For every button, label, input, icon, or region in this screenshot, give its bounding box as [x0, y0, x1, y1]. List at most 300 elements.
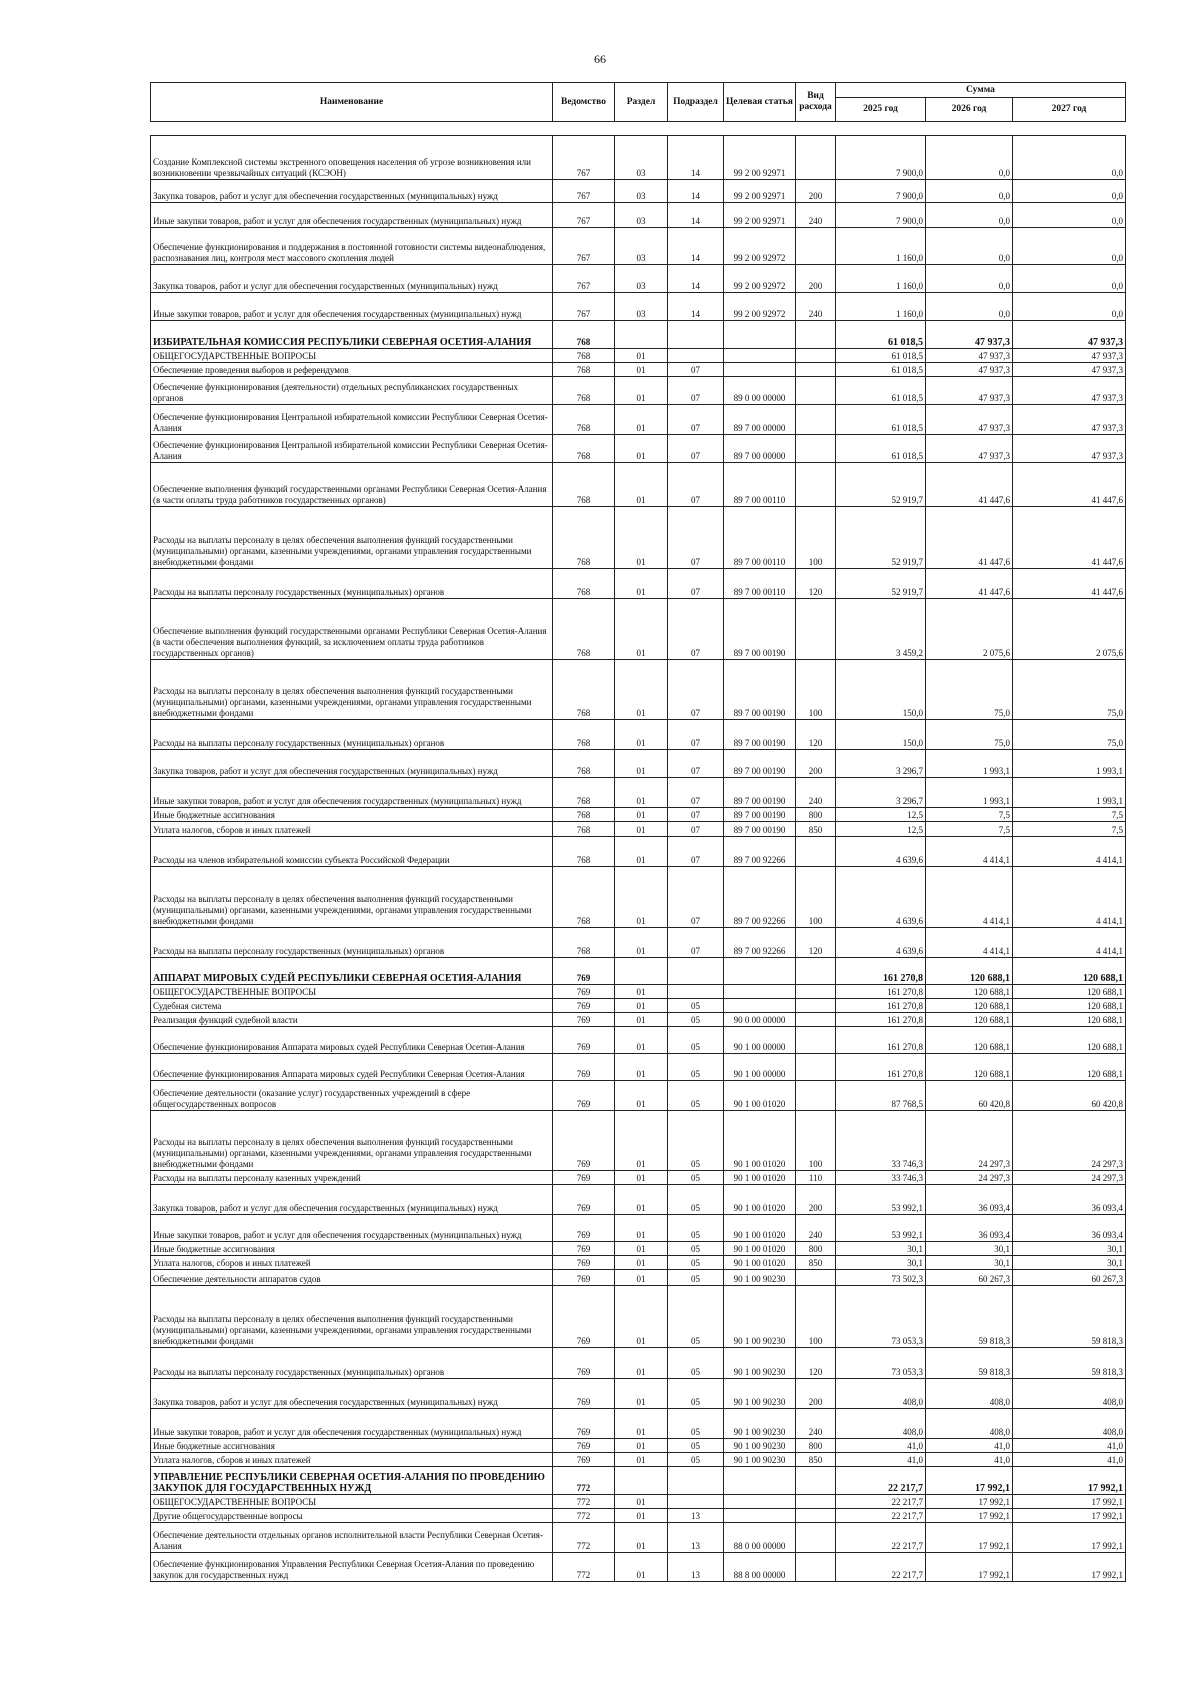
cell-vedomstvo: 772 [553, 1467, 615, 1495]
cell-vedomstvo: 769 [553, 1111, 615, 1171]
cell-vedomstvo: 772 [553, 1523, 615, 1553]
cell-target: 90 1 00 01020 [724, 1242, 796, 1256]
table-row [151, 822, 1126, 837]
cell-target: 90 1 00 00000 [724, 1027, 796, 1054]
cell-target: 99 2 00 92971 [724, 136, 796, 180]
cell-target: 90 1 00 01020 [724, 1215, 796, 1242]
cell-target: 88 8 00 00000 [724, 1553, 796, 1582]
cell-target: 89 7 00 92266 [724, 837, 796, 867]
cell-2026: 41 447,6 [926, 569, 1013, 599]
cell-razdel: 01 [615, 928, 668, 958]
cell-2025: 1 160,0 [836, 228, 926, 265]
cell-podrazdel: 05 [668, 1453, 724, 1467]
cell-vedomstvo: 772 [553, 1495, 615, 1509]
col-header-target: Целевая статья [724, 83, 796, 122]
cell-podrazdel: 14 [668, 136, 724, 180]
cell-2026: 17 992,1 [926, 1509, 1013, 1523]
cell-2025: 41,0 [836, 1439, 926, 1453]
cell-target: 99 2 00 92972 [724, 293, 796, 321]
cell-2026: 41 447,6 [926, 463, 1013, 507]
cell-2025: 161 270,8 [836, 1013, 926, 1027]
cell-target: 89 7 00 00000 [724, 435, 796, 463]
cell-2025: 61 018,5 [836, 321, 926, 349]
table-row [151, 463, 1126, 507]
cell-vedomstvo: 768 [553, 321, 615, 349]
cell-vid [796, 228, 836, 265]
cell-vedomstvo: 768 [553, 599, 615, 660]
cell-razdel: 01 [615, 1439, 668, 1453]
cell-podrazdel: 13 [668, 1523, 724, 1553]
cell-vid: 800 [796, 1242, 836, 1256]
col-header-podrazdel: Подраздел [668, 83, 724, 122]
cell-vid: 120 [796, 569, 836, 599]
cell-target [724, 1509, 796, 1523]
cell-podrazdel: 05 [668, 1348, 724, 1379]
cell-razdel: 01 [615, 363, 668, 377]
table-row [151, 180, 1126, 203]
cell-2027: 41,0 [1013, 1439, 1126, 1453]
cell-2027: 47 937,3 [1013, 377, 1126, 405]
cell-target [724, 1495, 796, 1509]
cell-vid: 200 [796, 1379, 836, 1409]
table-row [151, 1379, 1126, 1409]
cell-target: 90 1 00 90230 [724, 1270, 796, 1286]
cell-target: 89 7 00 00190 [724, 808, 796, 822]
cell-razdel: 01 [615, 837, 668, 867]
table-row [151, 778, 1126, 808]
cell-name: Обеспечение функционирования Управления Республики Северная Осетия-Алания по проведению закупок для государственных нужд [151, 1553, 553, 1582]
cell-vedomstvo: 768 [553, 928, 615, 958]
table-row [151, 1081, 1126, 1111]
cell-vedomstvo: 769 [553, 1185, 615, 1215]
cell-2025: 161 270,8 [836, 1054, 926, 1081]
cell-2027: 0,0 [1013, 136, 1126, 180]
table-row [151, 985, 1126, 999]
table-row [151, 377, 1126, 405]
cell-vid: 850 [796, 1453, 836, 1467]
cell-name: Расходы на выплаты персоналу в целях обеспечения выполнения функций государственными (муниципальными) органами, казенными учреждениями, органами управления государственными внебюджетными фондами [151, 660, 553, 720]
cell-name: ИЗБИРАТЕЛЬНАЯ КОМИССИЯ РЕСПУБЛИКИ СЕВЕРНАЯ ОСЕТИЯ-АЛАНИЯ [151, 321, 553, 349]
table-row [151, 1453, 1126, 1467]
cell-podrazdel: 05 [668, 1185, 724, 1215]
table-row [151, 660, 1126, 720]
cell-target: 90 1 00 00000 [724, 1054, 796, 1081]
cell-target: 89 7 00 00190 [724, 599, 796, 660]
cell-target [724, 321, 796, 349]
cell-vedomstvo: 767 [553, 203, 615, 228]
cell-2025: 7 900,0 [836, 136, 926, 180]
cell-target [724, 363, 796, 377]
cell-2025: 12,5 [836, 822, 926, 837]
col-header-2027: 2027 год [1013, 98, 1126, 122]
cell-2026: 24 297,3 [926, 1111, 1013, 1171]
cell-target [724, 999, 796, 1013]
cell-podrazdel: 07 [668, 778, 724, 808]
table-row [151, 1270, 1126, 1286]
cell-name: Расходы на выплаты персоналу в целях обеспечения выполнения функций государственными (муниципальными) органами, казенными учреждениями, органами управления государственными внебюджетными фондами [151, 867, 553, 928]
cell-vid [796, 1054, 836, 1081]
cell-target: 90 1 00 01020 [724, 1111, 796, 1171]
table-row [151, 1509, 1126, 1523]
cell-vedomstvo: 767 [553, 136, 615, 180]
cell-2026: 120 688,1 [926, 1054, 1013, 1081]
cell-2027: 4 414,1 [1013, 837, 1126, 867]
cell-target: 89 7 00 00000 [724, 405, 796, 435]
table-row [151, 928, 1126, 958]
cell-2026: 17 992,1 [926, 1523, 1013, 1553]
cell-vedomstvo: 769 [553, 1215, 615, 1242]
table-row [151, 720, 1126, 750]
cell-2026: 0,0 [926, 203, 1013, 228]
cell-2027: 36 093,4 [1013, 1185, 1126, 1215]
cell-razdel: 01 [615, 349, 668, 363]
cell-2027: 0,0 [1013, 293, 1126, 321]
table-row [151, 1242, 1126, 1256]
cell-2025: 22 217,7 [836, 1523, 926, 1553]
cell-2027: 4 414,1 [1013, 867, 1126, 928]
cell-vedomstvo: 769 [553, 1054, 615, 1081]
cell-vedomstvo: 769 [553, 985, 615, 999]
cell-vedomstvo: 767 [553, 180, 615, 203]
cell-vedomstvo: 767 [553, 228, 615, 265]
cell-vedomstvo: 768 [553, 750, 615, 778]
cell-2025: 33 746,3 [836, 1111, 926, 1171]
cell-target: 99 2 00 92971 [724, 203, 796, 228]
cell-2025: 52 919,7 [836, 507, 926, 569]
cell-2025: 408,0 [836, 1409, 926, 1439]
cell-name: Обеспечение функционирования Аппарата мировых судей Республики Северная Осетия-Алания [151, 1027, 553, 1054]
table-row [151, 265, 1126, 293]
cell-vedomstvo: 769 [553, 1171, 615, 1185]
cell-2026: 7,5 [926, 808, 1013, 822]
cell-2025: 73 053,3 [836, 1286, 926, 1348]
cell-2027: 120 688,1 [1013, 958, 1126, 985]
cell-2025: 3 459,2 [836, 599, 926, 660]
cell-2026: 17 992,1 [926, 1467, 1013, 1495]
cell-vid: 200 [796, 265, 836, 293]
cell-name: Создание Комплексной системы экстренного оповещения населения об угрозе возникновения или возникновении чрезвычайных ситуаций (КСЭОН) [151, 136, 553, 180]
cell-2027: 47 937,3 [1013, 321, 1126, 349]
cell-target: 90 1 00 01020 [724, 1256, 796, 1270]
cell-vedomstvo: 769 [553, 1453, 615, 1467]
cell-podrazdel: 07 [668, 867, 724, 928]
cell-2026: 4 414,1 [926, 867, 1013, 928]
cell-2025: 87 768,5 [836, 1081, 926, 1111]
cell-name: Иные закупки товаров, работ и услуг для обеспечения государственных (муниципальных) нужд [151, 293, 553, 321]
cell-2027: 4 414,1 [1013, 928, 1126, 958]
cell-podrazdel: 07 [668, 660, 724, 720]
cell-target: 90 1 00 01020 [724, 1185, 796, 1215]
cell-target: 89 7 00 00190 [724, 822, 796, 837]
cell-2026: 2 075,6 [926, 599, 1013, 660]
cell-2025: 161 270,8 [836, 985, 926, 999]
cell-vid [796, 1081, 836, 1111]
cell-name: Иные бюджетные ассигнования [151, 808, 553, 822]
cell-name: Иные закупки товаров, работ и услуг для обеспечения государственных (муниципальных) нужд [151, 1409, 553, 1439]
cell-razdel: 03 [615, 293, 668, 321]
table-row [151, 999, 1126, 1013]
cell-name: ОБЩЕГОСУДАРСТВЕННЫЕ ВОПРОСЫ [151, 1495, 553, 1509]
cell-2027: 30,1 [1013, 1242, 1126, 1256]
table-row [151, 808, 1126, 822]
col-header-vedomstvo: Ведомство [553, 83, 615, 122]
cell-2026: 1 993,1 [926, 750, 1013, 778]
cell-name: Обеспечение функционирования Аппарата мировых судей Республики Северная Осетия-Алания [151, 1054, 553, 1081]
cell-2026: 60 267,3 [926, 1270, 1013, 1286]
cell-2027: 47 937,3 [1013, 363, 1126, 377]
cell-2027: 75,0 [1013, 660, 1126, 720]
table-row [151, 1495, 1126, 1509]
table-row [151, 349, 1126, 363]
cell-2027: 17 992,1 [1013, 1467, 1126, 1495]
section-row [151, 321, 1126, 349]
cell-podrazdel: 05 [668, 1111, 724, 1171]
cell-2025: 161 270,8 [836, 1027, 926, 1054]
cell-razdel: 01 [615, 435, 668, 463]
cell-2026: 120 688,1 [926, 985, 1013, 999]
cell-vid: 100 [796, 867, 836, 928]
cell-2026: 47 937,3 [926, 363, 1013, 377]
cell-podrazdel: 14 [668, 293, 724, 321]
cell-2026: 4 414,1 [926, 837, 1013, 867]
table-row [151, 1348, 1126, 1379]
cell-vid [796, 463, 836, 507]
cell-vid [796, 349, 836, 363]
cell-name: Расходы на выплаты персоналу государственных (муниципальных) органов [151, 928, 553, 958]
cell-target: 99 2 00 92972 [724, 228, 796, 265]
cell-vedomstvo: 768 [553, 363, 615, 377]
cell-2025: 4 639,6 [836, 837, 926, 867]
cell-vedomstvo: 772 [553, 1553, 615, 1582]
cell-vid [796, 377, 836, 405]
cell-razdel: 01 [615, 1523, 668, 1553]
cell-razdel: 01 [615, 405, 668, 435]
cell-vid: 850 [796, 1256, 836, 1270]
cell-vedomstvo: 768 [553, 405, 615, 435]
cell-podrazdel: 05 [668, 1270, 724, 1286]
cell-2026: 47 937,3 [926, 321, 1013, 349]
cell-target [724, 1467, 796, 1495]
cell-2025: 22 217,7 [836, 1509, 926, 1523]
cell-vid [796, 321, 836, 349]
cell-name: Расходы на выплаты персоналу государственных (муниципальных) органов [151, 569, 553, 599]
cell-2027: 75,0 [1013, 720, 1126, 750]
cell-name: ОБЩЕГОСУДАРСТВЕННЫЕ ВОПРОСЫ [151, 349, 553, 363]
cell-2027: 17 992,1 [1013, 1509, 1126, 1523]
cell-2027: 41 447,6 [1013, 569, 1126, 599]
cell-vid [796, 1509, 836, 1523]
cell-vid [796, 405, 836, 435]
cell-2027: 17 992,1 [1013, 1495, 1126, 1509]
cell-podrazdel [668, 349, 724, 363]
cell-razdel: 03 [615, 265, 668, 293]
cell-2026: 0,0 [926, 180, 1013, 203]
cell-vid: 240 [796, 778, 836, 808]
cell-razdel: 01 [615, 867, 668, 928]
cell-razdel [615, 321, 668, 349]
cell-2027: 41 447,6 [1013, 507, 1126, 569]
cell-name: Реализация функций судебной власти [151, 1013, 553, 1027]
cell-name: Уплата налогов, сборов и иных платежей [151, 1256, 553, 1270]
section-row [151, 958, 1126, 985]
cell-2027: 41 447,6 [1013, 463, 1126, 507]
cell-name: Иные бюджетные ассигнования [151, 1439, 553, 1453]
cell-2027: 47 937,3 [1013, 405, 1126, 435]
cell-vedomstvo: 768 [553, 822, 615, 837]
col-header-2025: 2025 год [836, 98, 926, 122]
cell-razdel: 01 [615, 1553, 668, 1582]
cell-2027: 41,0 [1013, 1453, 1126, 1467]
cell-podrazdel: 05 [668, 1286, 724, 1348]
cell-2027: 30,1 [1013, 1256, 1126, 1270]
cell-target: 89 7 00 00110 [724, 569, 796, 599]
cell-razdel: 01 [615, 1495, 668, 1509]
cell-podrazdel: 07 [668, 405, 724, 435]
cell-vid [796, 1553, 836, 1582]
cell-vedomstvo: 769 [553, 1242, 615, 1256]
cell-2026: 120 688,1 [926, 958, 1013, 985]
cell-target: 90 1 00 01020 [724, 1171, 796, 1185]
cell-name: Обеспечение функционирования и поддержания в постоянной готовности системы видеонаблюдения, распознавания лиц, контроля мест массового скопления людей [151, 228, 553, 265]
cell-podrazdel [668, 1467, 724, 1495]
cell-vid: 120 [796, 928, 836, 958]
cell-razdel: 01 [615, 778, 668, 808]
cell-podrazdel: 07 [668, 928, 724, 958]
cell-vedomstvo: 769 [553, 1439, 615, 1453]
col-header-2026: 2026 год [926, 98, 1013, 122]
table-row [151, 1027, 1126, 1054]
cell-target: 89 7 00 00190 [724, 720, 796, 750]
cell-razdel: 01 [615, 1013, 668, 1027]
cell-vid [796, 958, 836, 985]
cell-razdel: 01 [615, 999, 668, 1013]
table-row [151, 1553, 1126, 1582]
table-row [151, 293, 1126, 321]
cell-2026: 41,0 [926, 1453, 1013, 1467]
table-row [151, 1111, 1126, 1171]
cell-name: Закупка товаров, работ и услуг для обеспечения государственных (муниципальных) нужд [151, 265, 553, 293]
cell-target: 88 0 00 00000 [724, 1523, 796, 1553]
cell-2027: 24 297,3 [1013, 1171, 1126, 1185]
cell-target [724, 958, 796, 985]
cell-2025: 61 018,5 [836, 349, 926, 363]
cell-podrazdel: 07 [668, 377, 724, 405]
cell-vedomstvo: 768 [553, 808, 615, 822]
cell-vedomstvo: 769 [553, 958, 615, 985]
cell-vedomstvo: 768 [553, 720, 615, 750]
cell-razdel: 03 [615, 136, 668, 180]
cell-razdel: 01 [615, 1111, 668, 1171]
cell-vid [796, 1027, 836, 1054]
cell-target: 89 7 00 00110 [724, 463, 796, 507]
cell-2026: 47 937,3 [926, 349, 1013, 363]
cell-podrazdel: 05 [668, 1215, 724, 1242]
cell-razdel: 01 [615, 1054, 668, 1081]
cell-2025: 161 270,8 [836, 958, 926, 985]
cell-name: Расходы на выплаты персоналу государственных (муниципальных) органов [151, 720, 553, 750]
cell-vedomstvo: 768 [553, 837, 615, 867]
cell-name: Обеспечение деятельности аппаратов судов [151, 1270, 553, 1286]
cell-podrazdel: 05 [668, 1171, 724, 1185]
cell-vid [796, 1270, 836, 1286]
table-row [151, 1013, 1126, 1027]
cell-razdel: 01 [615, 1453, 668, 1467]
cell-name: Расходы на членов избирательной комиссии субъекта Российской Федерации [151, 837, 553, 867]
cell-vid: 200 [796, 1185, 836, 1215]
cell-2025: 52 919,7 [836, 569, 926, 599]
cell-2025: 61 018,5 [836, 405, 926, 435]
table-row [151, 1256, 1126, 1270]
cell-vid [796, 999, 836, 1013]
cell-2025: 61 018,5 [836, 363, 926, 377]
cell-vid: 120 [796, 720, 836, 750]
table-row [151, 599, 1126, 660]
cell-2026: 17 992,1 [926, 1495, 1013, 1509]
cell-2026: 120 688,1 [926, 999, 1013, 1013]
cell-podrazdel: 07 [668, 720, 724, 750]
cell-2026: 59 818,3 [926, 1286, 1013, 1348]
cell-2026: 30,1 [926, 1256, 1013, 1270]
cell-2025: 150,0 [836, 660, 926, 720]
cell-vedomstvo: 768 [553, 349, 615, 363]
cell-name: Закупка товаров, работ и услуг для обеспечения государственных (муниципальных) нужд [151, 750, 553, 778]
cell-2025: 22 217,7 [836, 1553, 926, 1582]
cell-vedomstvo: 769 [553, 1270, 615, 1286]
cell-podrazdel: 14 [668, 180, 724, 203]
table-row [151, 1523, 1126, 1553]
cell-target: 90 1 00 90230 [724, 1379, 796, 1409]
cell-podrazdel: 07 [668, 435, 724, 463]
table-row [151, 1286, 1126, 1348]
table-row [151, 136, 1126, 180]
cell-name: Закупка товаров, работ и услуг для обеспечения государственных (муниципальных) нужд [151, 1379, 553, 1409]
cell-podrazdel: 14 [668, 203, 724, 228]
cell-podrazdel: 05 [668, 1242, 724, 1256]
table-row [151, 363, 1126, 377]
cell-vid: 110 [796, 1171, 836, 1185]
cell-2026: 59 818,3 [926, 1348, 1013, 1379]
cell-target: 90 1 00 90230 [724, 1439, 796, 1453]
cell-2026: 47 937,3 [926, 405, 1013, 435]
cell-vedomstvo: 767 [553, 265, 615, 293]
cell-2027: 408,0 [1013, 1379, 1126, 1409]
cell-2025: 12,5 [836, 808, 926, 822]
cell-target: 89 0 00 00000 [724, 377, 796, 405]
cell-target [724, 349, 796, 363]
cell-razdel: 01 [615, 1215, 668, 1242]
cell-2027: 0,0 [1013, 203, 1126, 228]
cell-podrazdel [668, 958, 724, 985]
cell-vid: 100 [796, 660, 836, 720]
cell-2026: 120 688,1 [926, 1013, 1013, 1027]
cell-vid [796, 1013, 836, 1027]
col-header-razdel: Раздел [615, 83, 668, 122]
cell-podrazdel: 07 [668, 363, 724, 377]
cell-target: 89 7 00 00190 [724, 660, 796, 720]
cell-2027: 59 818,3 [1013, 1286, 1126, 1348]
cell-vid [796, 1523, 836, 1553]
cell-name: Расходы на выплаты персоналу в целях обеспечения выполнения функций государственными (муниципальными) органами, казенными учреждениями, органами управления государственными внебюджетными фондами [151, 1111, 553, 1171]
cell-name: Закупка товаров, работ и услуг для обеспечения государственных (муниципальных) нужд [151, 1185, 553, 1215]
cell-name: Уплата налогов, сборов и иных платежей [151, 822, 553, 837]
cell-vid: 120 [796, 1348, 836, 1379]
cell-name: Обеспечение проведения выборов и референдумов [151, 363, 553, 377]
cell-2026: 120 688,1 [926, 1027, 1013, 1054]
cell-name: АППАРАТ МИРОВЫХ СУДЕЙ РЕСПУБЛИКИ СЕВЕРНАЯ ОСЕТИЯ-АЛАНИЯ [151, 958, 553, 985]
cell-vid [796, 1467, 836, 1495]
cell-target: 89 7 00 00190 [724, 778, 796, 808]
cell-2027: 0,0 [1013, 228, 1126, 265]
